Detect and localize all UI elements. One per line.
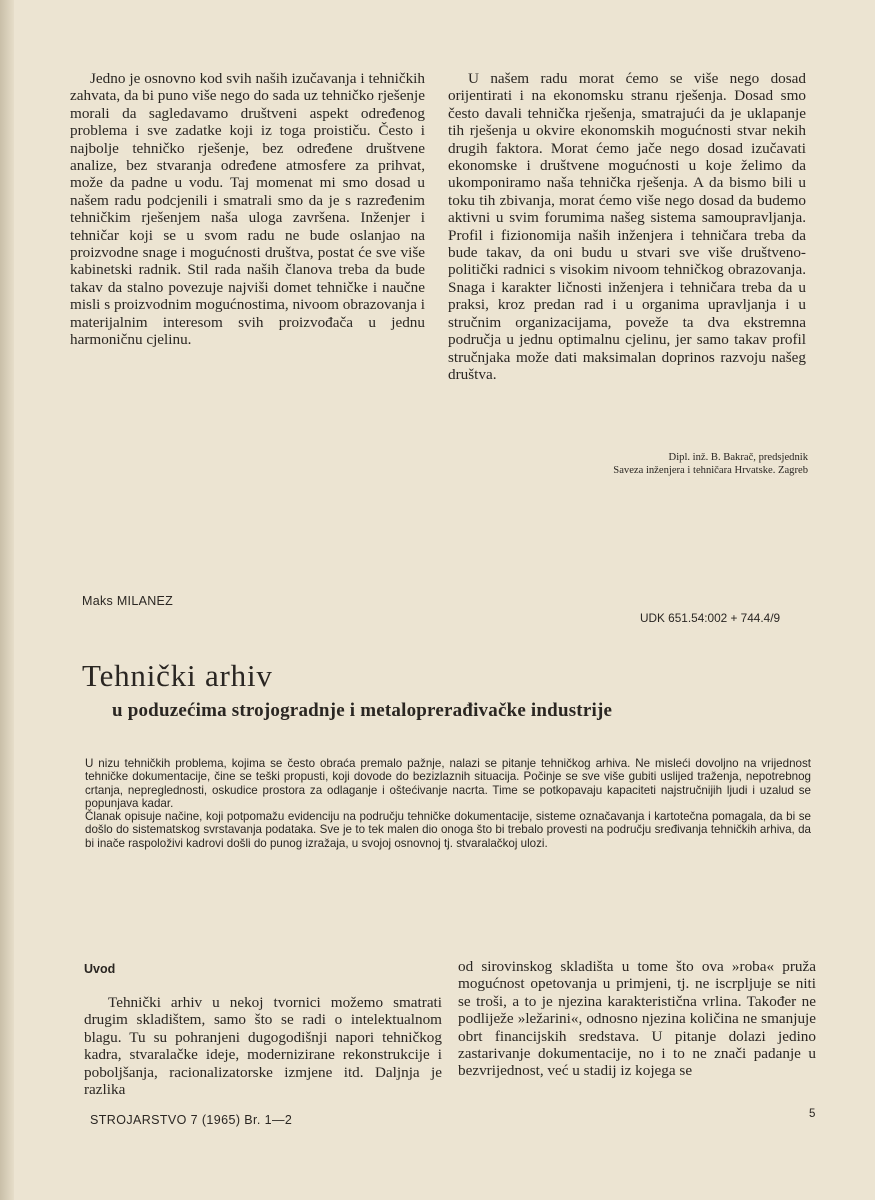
page-number: 5	[809, 1108, 816, 1120]
article-title: Tehnički arhiv	[82, 658, 273, 693]
udk-classification: UDK 651.54:002 + 744.4/9	[640, 611, 781, 625]
bottom-left-paragraph: Tehnički arhiv u nekoj tvornici možemo smatrati drugim skladištem, samo što se radi o intelektualnom blagu. Tu su pohranjeni dugogodišnji napori tehničkog kadra, stvaralačke ideje, modernizirane rekonstrukcije i poboljšanja, racionalizatorske izmjene itd. Daljnja je razlika	[84, 994, 442, 1099]
top-right-paragraph: U našem radu morat ćemo se više nego dosad orijentirati i na ekonomsku stranu rješenja. Dosad smo često davali tehnička rješenja, smatrajući da je uklapanje tih rješenja u okvire ekonomskih mogućnosti stvar nekih drugih faktora. Morat ćemo jače nego dosad izučavati ekonomske i društvene mogućnosti u koje želimo da ukomponiramo naša tehnička rješenja. A da bismo bili u toku tih zbivanja, morat ćemo više nego dosad da budemo aktivni u svim forumima našeg sistema samoupravljanja. Profil i fizionomija naših inženjera i tehničara treba da bude takav, da oni budu u stvari sve više društveno-politički radnici s visokim nivoom tehničkog obrazovanja. Snaga i karakter ličnosti inženjera i tehničara treba da u praksi, kroz predan rad i u organima upravljanja i u stručnim organizacijama, poveže ta dva ekstremna područja u jednu optimalnu cjelinu, jer samo takav profil stručnjaka može dati maksimalan doprinos razvoju našeg društva.	[448, 70, 806, 383]
abstract-paragraph-2: Članak opisuje načine, koji potpomažu evidenciju na području tehničke dokumentacije, sisteme označavanja i kartotečna pomagala, da bi se došlo do sistematskog svrstavanja podataka. Sve je to tek malen dio onoga što bi trebalo provesti na području sređivanja tehničkih arhiva, da bi inače raspoloživi kadrovi došli do punog izražaja, u svojoj osnovnoj tj. stvaralačkoj ulozi.	[85, 810, 811, 850]
abstract-paragraph-1: U nizu tehničkih problema, kojima se često obraća premalo pažnje, nalazi se pitanje tehničkog arhiva. Ne misleći dovoljno na vrijednost tehničke dokumentacije, čine se teški propusti, koji dovode do bezizlaznih situacija. Počinje se sve više gubiti uslijed traženja, nepotrebnog crtanja, nepreglednosti, oskudice prostora za odlaganje i oštećivanje nacrta. Time se potkopavaju kapaciteti najstručnijih ljudi i uzalud se popunjava kadar.	[85, 757, 811, 810]
signature-line-name: Dipl. inž. B. Bakrač, predsjednik	[668, 452, 808, 463]
article-abstract	[85, 757, 811, 850]
top-right-column	[448, 70, 806, 383]
bottom-left-column	[84, 994, 442, 1098]
section-heading-intro: Uvod	[84, 962, 116, 976]
article-author: Maks MILANEZ	[82, 594, 174, 608]
top-left-column	[70, 70, 425, 349]
signature-block	[520, 452, 808, 477]
page-binding-edge	[0, 0, 14, 1200]
article-subtitle: u poduzećima strojogradnje i metaloprerađivačke industrije	[112, 700, 613, 721]
top-left-paragraph: Jedno je osnovno kod svih naših izučavanja i tehničkih zahvata, da bi puno više nego do sada uz tehničko rješenje morali da sagledavamo društveni aspekt određenog problema i sve zadatke koji iz toga proističu. Često i najbolje tehničko rješenje, bez određene društvene analize, bez stvaranja određene atmosfere za prihvat, može da padne u vodu. Taj momenat mi smo dosad u našem radu podcjenili i smatrali smo da je s razređenim tehničkim rješenjem naša uloga završena. Inženjer i tehničar koji se u svom radu ne bude oslanjao na proizvodne snage i mogućnosti društva, postat će sve više kabinetski radnik. Stil rada naših članova treba da bude takav da stalno povezuje najviši domet tehničke i naučne misli s proizvodnim mogućnostima, nivoom obrazovanja i materijalnim interesom svih proizvođača u jednu harmoničnu cjelinu.	[70, 70, 425, 349]
bottom-right-paragraph: od sirovinskog skladišta u tome što ova »roba« pruža mogućnost opetovanja u primjeni, tj. ne iscrpljuje se niti se troši, a to je njezina karakteristična vrlina. Također ne podliježe »ležarini«, odnosno njezina količina ne smanjuje obrt financijskih sredstava. U pitanje dolazi jedino zastarivanje dokumentacije, no i to ne znači padanje u bezvrijednost, već u stadij iz kojega se	[458, 958, 816, 1080]
journal-footer: STROJARSTVO 7 (1965) Br. 1—2	[90, 1113, 293, 1127]
signature-line-affiliation: Saveza inženjera i tehničara Hrvatske. Zagreb	[613, 464, 808, 476]
bottom-right-column	[458, 958, 816, 1080]
